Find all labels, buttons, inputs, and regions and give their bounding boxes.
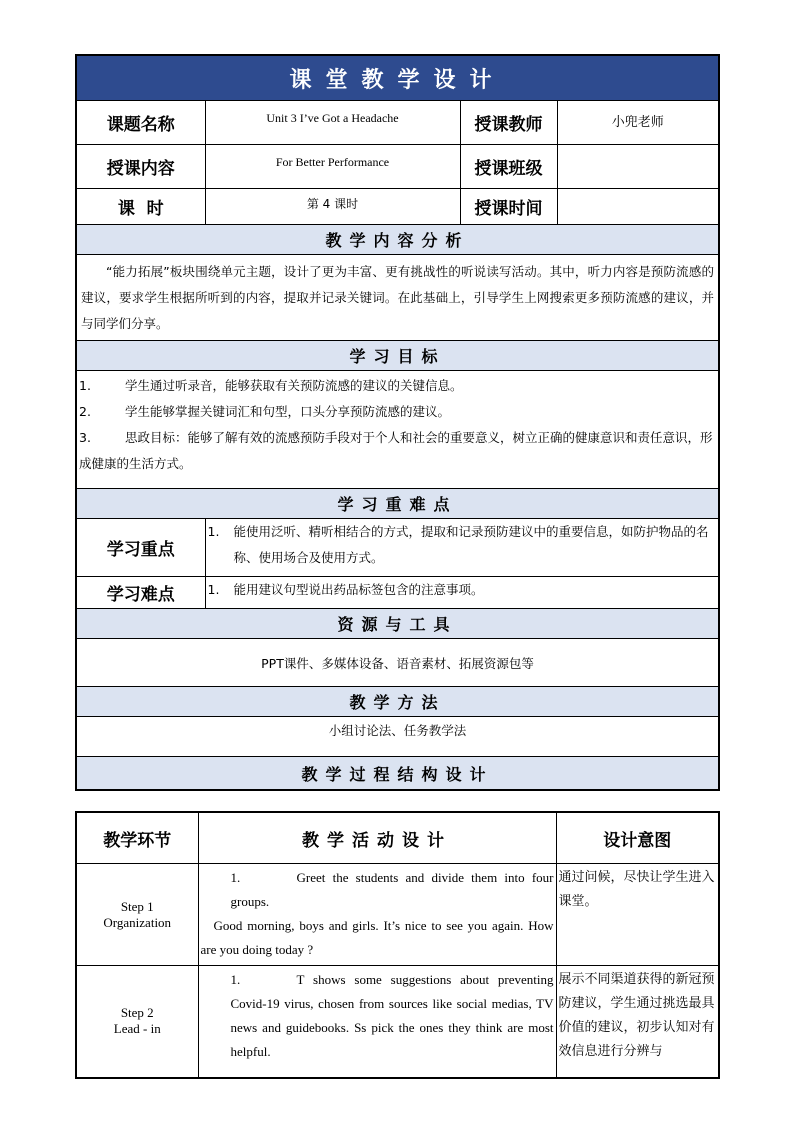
time-label: 授课时间 [460,189,557,225]
lesson-plan-table [75,54,720,791]
topic-label: 课题名称 [76,101,205,145]
table-row [76,864,719,966]
resources-text: PPT课件、多媒体设备、语音素材、拓展资源包等 [76,639,719,687]
period-label: 课 时 [76,189,205,225]
document-title: 课堂教学设计 [76,55,719,101]
keypoints-heading: 学习重难点 [76,489,719,519]
key-point-text: 1. 能使用泛听、精听相结合的方式，提取和记录预防建议中的重要信息，如防护物品的名称、使用场合及使用方式。 [205,519,719,577]
objectives-heading: 学习目标 [76,341,719,371]
content-value: For Better Performance [205,145,460,189]
process-heading: 教学过程结构设计 [76,757,719,791]
difficult-point-text: 1. 能用建议句型说出药品标签包含的注意事项。 [205,577,719,609]
activity-cell: 1. T shows some suggestions about preventing Covid-19 virus, chosen from sources like social medias, TV news and guidebooks. Ss pick the ones they think are most helpful. [198,966,556,1078]
class-label: 授课班级 [460,145,557,189]
methods-text: 小组讨论法、任务教学法 [76,717,719,757]
resources-heading: 资源与工具 [76,609,719,639]
difficult-point-label: 学习难点 [76,577,205,609]
header-stage: 教学环节 [76,812,198,864]
activity-cell: 1. Greet the students and divide them into four groups. Good morning, boys and girls. It’s nice to see you again. How are you doing today ? [198,864,556,966]
objectives-list [76,371,719,489]
header-intent: 设计意图 [556,812,719,864]
objective-item: 2. 学生能够掌握关键词汇和句型，口头分享预防流感的建议。 [79,404,451,419]
table-row [76,966,719,1078]
step-cell: Step 2 Lead - in [76,966,198,1078]
intent-cell: 通过问候，尽快让学生进入课堂。 [556,864,719,966]
methods-heading: 教学方法 [76,687,719,717]
process-table [75,811,720,1079]
analysis-text: “能力拓展”板块围绕单元主题，设计了更为丰富、更有挑战性的听说读写活动。其中，听力内容是预防流感的建议，要求学生根据所听到的内容，提取并记录关键词。在此基础上，引导学生上网搜索更多预防流感的建议，并与同学们分享。 [76,255,719,341]
header-activity: 教学活动设计 [198,812,556,864]
topic-value: Unit 3 I’ve Got a Headache [205,101,460,145]
time-value [557,189,719,225]
objective-item: 3. 思政目标：能够了解有效的流感预防手段对于个人和社会的重要意义，树立正确的健康意识和责任意识，形成健康的生活方式。 [79,430,713,471]
class-value [557,145,719,189]
key-point-label: 学习重点 [76,519,205,577]
content-label: 授课内容 [76,145,205,189]
teacher-value: 小兜老师 [557,101,719,145]
objective-item: 1. 学生通过听录音，能够获取有关预防流感的建议的关键信息。 [79,378,463,393]
period-value: 第 4 课时 [205,189,460,225]
analysis-heading: 教学内容分析 [76,225,719,255]
teacher-label: 授课教师 [460,101,557,145]
step-cell: Step 1 Organization [76,864,198,966]
intent-cell: 展示不同渠道获得的新冠预防建议，学生通过挑选最具价值的建议，初步认知对有效信息进行分辨与 [556,966,719,1078]
